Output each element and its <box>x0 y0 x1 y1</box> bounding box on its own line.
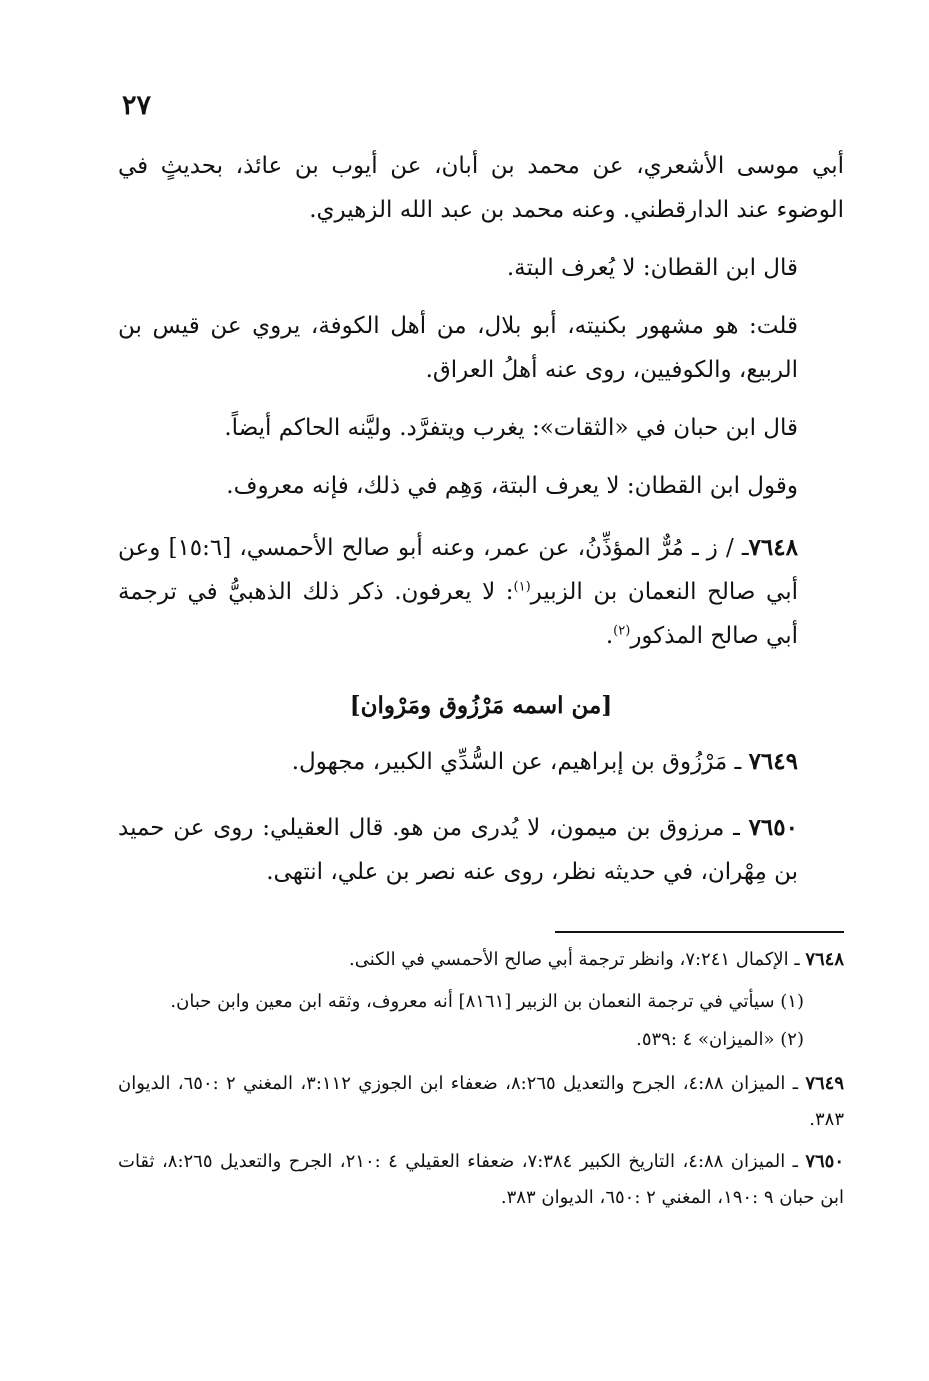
section-heading: [من اسمه مَرْزُوق ومَرْوان] <box>349 692 613 719</box>
entry-number: ٧٦٤٩ <box>748 748 798 775</box>
footnote-marker: (٢) <box>613 623 631 639</box>
footnote-divider <box>555 931 844 933</box>
paragraph-ibn-al-qattan-reply: وقول ابن القطان: لا يعرف البتة، وَهِم في ذلك، فإنه معروف. <box>226 473 798 499</box>
footnote-7648 <box>118 942 844 978</box>
paragraph-ibn-al-qattan: قال ابن القطان: لا يُعرف البتة. <box>506 255 798 281</box>
footnotes <box>118 942 844 1222</box>
footnote-text: سيأتي في ترجمة النعمان بن الزبير [٨١٦١] أنه معروف، وثقه ابن معين وابن حبان. <box>170 991 781 1012</box>
page-number: ٢٧ <box>122 90 152 121</box>
cross-reference: [١٥:٦] <box>168 535 232 561</box>
footnote-7650 <box>118 1144 844 1216</box>
entry-text: ـ مرزوق بن ميمون، لا يُدرى من هو. قال العقيلي: روى عن حميد بن مِهْران، في حديثه نظر، روى عنه نصر بن علي، انتهى. <box>118 815 798 885</box>
entry-text: ـ / ز ـ مُرٌّ المؤذِّنُ، عن عمر، وعنه أبو صالح الأحمسي، <box>231 535 749 561</box>
footnote-text: «الميزان» ٤ :٥٣٩. <box>636 1029 781 1050</box>
entry-7649 <box>118 740 844 784</box>
footnote-number: ٧٦٥٠ <box>805 1151 845 1172</box>
footnote-mark: (١) <box>780 991 804 1012</box>
footnote-text: ـ الإكمال ٧:٢٤١، وانظر ترجمة أبي صالح الأحمسي في الكنى. <box>349 949 806 970</box>
footnote-marker: (١) <box>513 579 531 595</box>
footnote-mark: (٢) <box>780 1029 804 1050</box>
footnote-7649 <box>118 1066 844 1138</box>
entry-7648 <box>118 526 844 658</box>
entry-text: وعن أبي صالح النعمان بن الزبير <box>118 535 799 605</box>
paragraph-ibn-hibban: قال ابن حبان في «الثقات»: يغرب ويتفرَّد. وليَّنه الحاكم أيضاً. <box>224 415 798 441</box>
footnote-1 <box>118 984 844 1020</box>
entry-number: ٧٦٥٠ <box>748 814 798 841</box>
footnote-number: ٧٦٤٨ <box>805 949 844 970</box>
paragraph-author-note: قلت: هو مشهور بكنيته، أبو بلال، من أهل الكوفة، يروي عن قيس بن الربيع، والكوفيين، روى عنه أهلُ العراق. <box>118 313 798 383</box>
entry-text: . <box>605 623 614 649</box>
footnote-number: ٧٦٤٩ <box>805 1073 844 1094</box>
footnote-2 <box>118 1022 844 1058</box>
entry-text: : لا يعرفون. ذكر ذلك الذهبيُّ في ترجمة أبي صالح المذكور <box>118 579 798 649</box>
main-text <box>118 144 844 894</box>
footnote-text: ـ الميزان ٤:٨٨، التاريخ الكبير ٧:٣٨٤، ضعفاء العقيلي ٤ :٢١٠، الجرح والتعديل ٨:٢٦٥، ثقات ابن حبان ٩ :١٩٠، المغني ٢ :٦٥٠، الديوان ٣٨٣. <box>118 1151 844 1208</box>
entry-7650 <box>118 806 844 894</box>
footnote-text: ـ الميزان ٤:٨٨، الجرح والتعديل ٨:٢٦٥، ضعفاء ابن الجوزي ٣:١١٢، المغني ٢ :٦٥٠، الديوان ٣٨٣. <box>118 1073 844 1130</box>
paragraph-continuation: أبي موسى الأشعري، عن محمد بن أبان، عن أيوب بن عائذ، بحديثٍ في الوضوء عند الدارقطني. وعنه محمد بن عبد الله الزهيري. <box>118 153 844 223</box>
entry-text: ـ مَرْزُوق بن إبراهيم، عن السُّدِّي الكبير، مجهول. <box>291 749 749 775</box>
entry-number: ٧٦٤٨ <box>748 534 798 561</box>
